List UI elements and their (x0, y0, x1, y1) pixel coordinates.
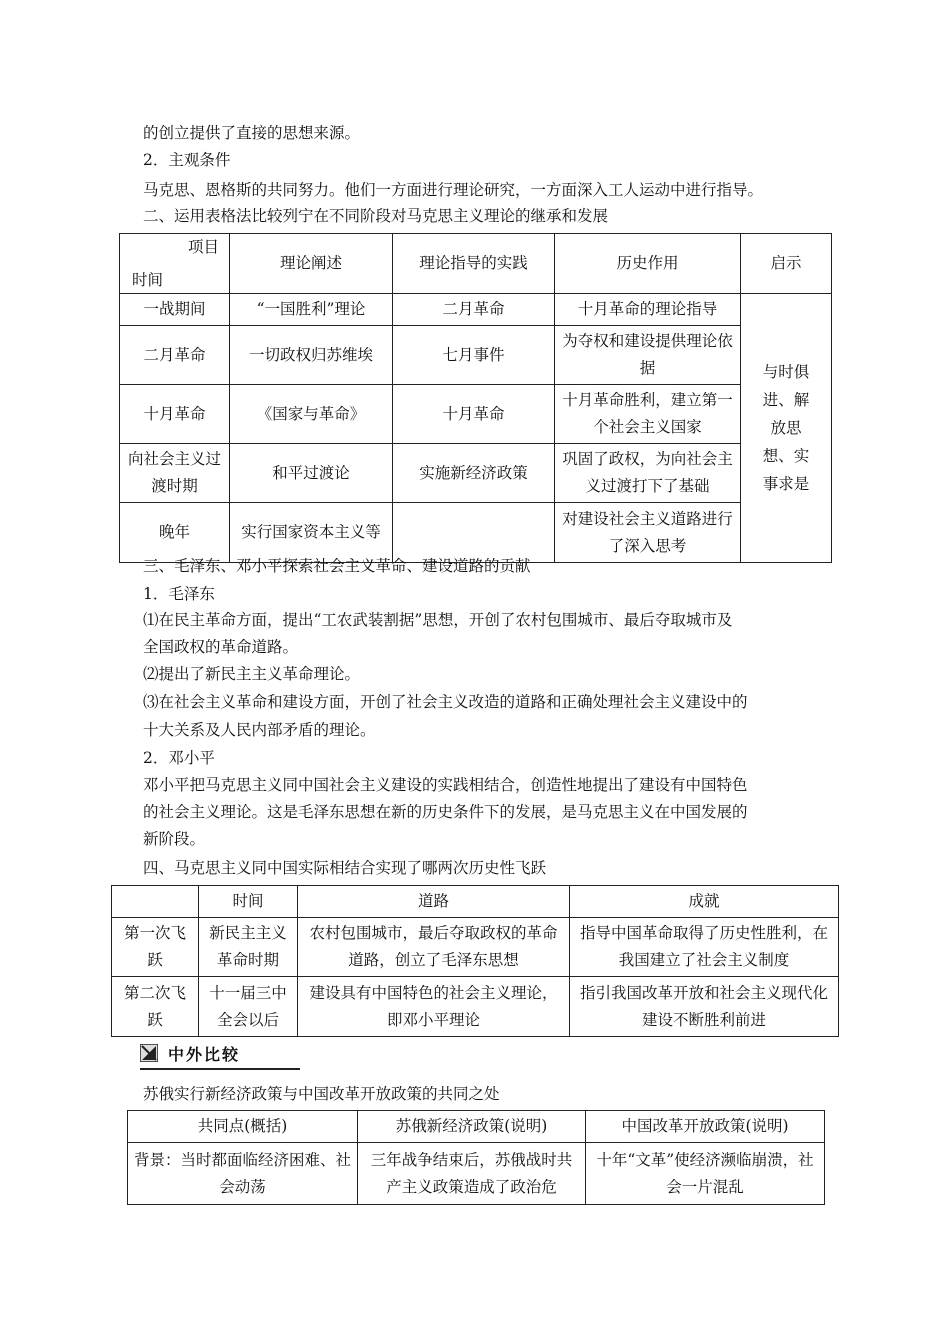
table-row (120, 326, 832, 385)
section-label (140, 1040, 300, 1070)
table-cell: 十月革命胜利，建立第一个社会主义国家 (555, 385, 741, 444)
section-divider (140, 1068, 300, 1070)
table-cell: 二月革命 (120, 326, 230, 385)
table-header-cell (112, 886, 199, 918)
text-line: ⑶在社会主义革命和建设方面，开创了社会主义改造的道路和正确处理社会主义建设中的 (143, 693, 748, 711)
text-line: 的社会主义理论。这是毛泽东思想在新的历史条件下的发展，是马克思主义在中国发展的 (143, 803, 748, 821)
table-row (120, 385, 832, 444)
table-cell (393, 503, 555, 563)
table-cell: 建设具有中国特色的社会主义理论，即邓小平理论 (298, 977, 570, 1037)
header-item-label: 项目 (187, 238, 219, 256)
policy-comparison-table (127, 1110, 825, 1205)
header-time-label: 时间 (132, 271, 164, 289)
table-cell: 《国家与革命》 (230, 385, 393, 444)
section-heading: 四、马克思主义同中国实际相结合实现了哪两次历史性飞跃 (143, 859, 547, 877)
table-cell: 三年战争结束后，苏俄战时共产主义政策造成了政治危 (358, 1143, 586, 1205)
text-line: 马克思、恩格斯的共同努力。他们一方面进行理论研究，一方面深入工人运动中进行指导。 (143, 181, 764, 199)
table-cell: 十月革命的理论指导 (555, 294, 741, 326)
table-row (120, 503, 832, 563)
table-cell: 二月革命 (393, 294, 555, 326)
table-row (120, 444, 832, 503)
table-cell: 十年“文革”使经济濒临崩溃，社会一片混乱 (586, 1143, 825, 1205)
text-line: 苏俄实行新经济政策与中国改革开放政策的共同之处 (143, 1085, 500, 1103)
text-line: 新阶段。 (143, 830, 206, 848)
text-line: 十大关系及人民内部矛盾的理论。 (143, 721, 376, 739)
table-header-cell: 历史作用 (555, 234, 741, 294)
table-cell: 第一次飞跃 (112, 918, 199, 977)
subheading: 2．主观条件 (143, 151, 231, 169)
table-cell: 指引我国改革开放和社会主义现代化建设不断胜利前进 (570, 977, 839, 1037)
text-line: 的创立提供了直接的思想来源。 (143, 124, 361, 142)
table-row (112, 977, 839, 1037)
table-header-cell: 时间 (199, 886, 298, 918)
table-row (112, 918, 839, 977)
table-header-cell: 苏俄新经济政策(说明) (358, 1111, 586, 1143)
table-cell: 农村包围城市，最后夺取政权的革命道路，创立了毛泽东思想 (298, 918, 570, 977)
subheading: 1．毛泽东 (143, 585, 215, 603)
table-cell: 七月事件 (393, 326, 555, 385)
inspiration-cell (741, 294, 832, 563)
text-line: ⑴在民主革命方面，提出“工农武装割据”思想，开创了农村包围城市、最后夺取城市及 (143, 611, 733, 629)
subheading: 2．邓小平 (143, 749, 215, 767)
header-corner-cell (120, 234, 230, 294)
table-header-cell: 理论指导的实践 (393, 234, 555, 294)
text-line: ⑵提出了新民主主义革命理论。 (143, 665, 361, 683)
table-cell: 向社会主义过渡时期 (120, 444, 230, 503)
table-cell: 一切政权归苏维埃 (230, 326, 393, 385)
table-cell: 对建设社会主义道路进行了深入思考 (555, 503, 741, 563)
table-cell: 实行国家资本主义等 (230, 503, 393, 563)
section-heading: 二、运用表格法比较列宁在不同阶段对马克思主义理论的继承和发展 (143, 207, 609, 225)
text-line: 邓小平把马克思主义同中国社会主义建设的实践相结合，创造性地提出了建设有中国特色 (143, 776, 748, 794)
section-marker-icon (140, 1044, 158, 1062)
table-cell: 实施新经济政策 (393, 444, 555, 503)
table-cell: 晚年 (120, 503, 230, 563)
lenin-comparison-table (119, 233, 832, 563)
section-heading: 三、毛泽东、邓小平探索社会主义革命、建设道路的贡献 (143, 557, 531, 575)
section-label-text: 中外比较 (168, 1045, 241, 1064)
table-cell: 第二次飞跃 (112, 977, 199, 1037)
leaps-table (111, 885, 839, 1037)
table-header-cell: 理论阐述 (230, 234, 393, 294)
table-cell: 十月革命 (120, 385, 230, 444)
table-cell: “一国胜利”理论 (230, 294, 393, 326)
table-cell: 为夺权和建设提供理论依据 (555, 326, 741, 385)
table-header-cell: 道路 (298, 886, 570, 918)
table-header-cell: 共同点(概括) (128, 1111, 358, 1143)
table-cell: 背景：当时都面临经济困难、社会动荡 (128, 1143, 358, 1205)
table-header-cell: 启示 (741, 234, 832, 294)
table-cell: 一战期间 (120, 294, 230, 326)
table-cell: 和平过渡论 (230, 444, 393, 503)
table-cell: 十一届三中全会以后 (199, 977, 298, 1037)
table-row (120, 294, 832, 326)
inspiration-text: 与时俱进、解放思想、实事求是 (762, 363, 810, 493)
table-header-cell: 成就 (570, 886, 839, 918)
table-cell: 十月革命 (393, 385, 555, 444)
table-cell: 巩固了政权，为向社会主义过渡打下了基础 (555, 444, 741, 503)
text-line: 全国政权的革命道路。 (143, 638, 299, 656)
table-cell: 指导中国革命取得了历史性胜利，在我国建立了社会主义制度 (570, 918, 839, 977)
table-header-cell: 中国改革开放政策(说明) (586, 1111, 825, 1143)
table-row (128, 1143, 825, 1205)
table-cell: 新民主主义革命时期 (199, 918, 298, 977)
